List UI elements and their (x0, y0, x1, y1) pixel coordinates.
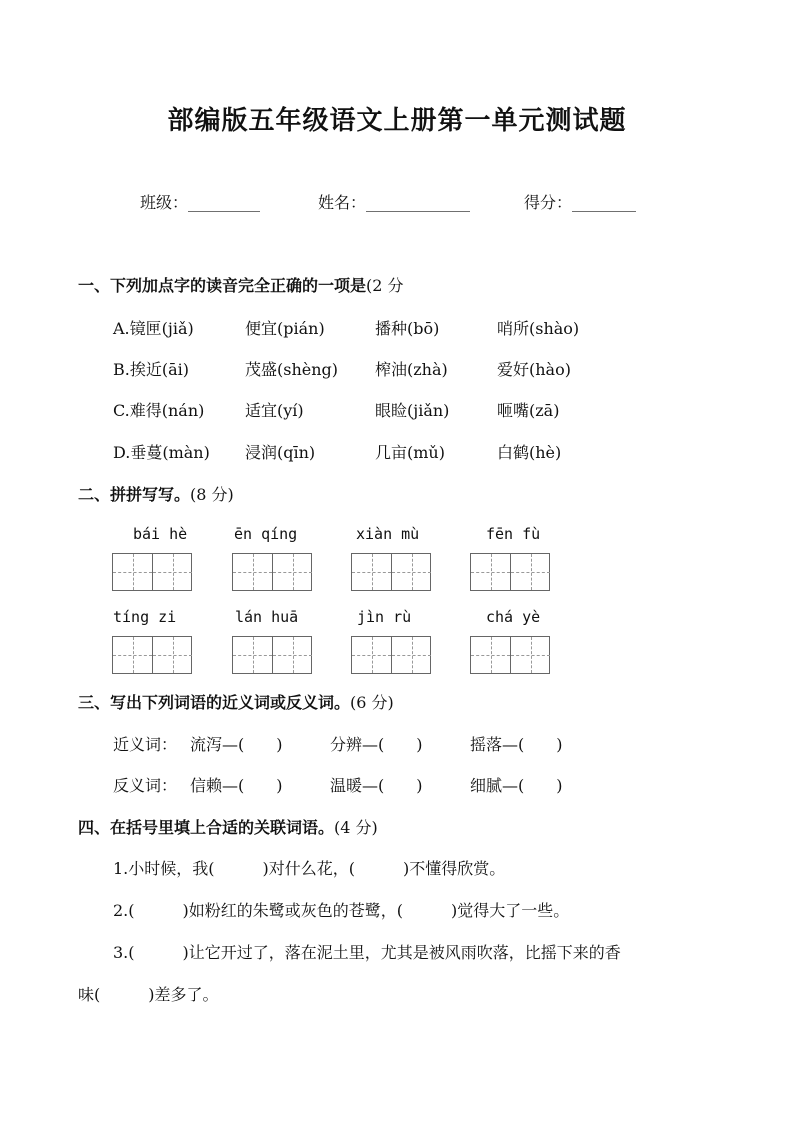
pinyin-label: ēn qíng (234, 525, 298, 543)
synonym-item: 摇落—( ) (470, 735, 563, 754)
section-3-title: 三、写出下列词语的近义词或反义词。 (78, 693, 351, 712)
option-d-word-1: D.垂蔓(màn) (113, 443, 210, 462)
option-d-word-2: 浸润(qīn) (245, 443, 316, 462)
option-c-word-4: 咂嘴(zā) (497, 401, 560, 420)
option-c-word-2: 适宜(yí) (245, 401, 304, 420)
section-2-heading (78, 482, 234, 505)
score-field: 得分：________ (524, 193, 637, 212)
option-b-word-4: 爱好(hào) (497, 360, 571, 379)
synonym-item: 分辨—( ) (330, 735, 423, 754)
question-1: 1.小时候，我( )对什么花，( )不懂得欣赏。 (113, 859, 506, 878)
synonym-item: 流泻—( ) (190, 735, 283, 754)
writing-grid[interactable] (470, 636, 550, 674)
option-a-word-2: 便宜(pián) (245, 319, 325, 338)
pinyin-label: chá yè (486, 608, 541, 626)
option-b-word-1: B.挨近(āi) (113, 360, 189, 379)
question-3-line-1: 3.( )让它开过了，落在泥土里，尤其是被风雨吹落，比摇下来的香 (113, 943, 621, 962)
writing-grid[interactable] (232, 553, 312, 591)
section-1-heading (78, 273, 404, 296)
option-c-word-3: 眼睑(jiǎn) (375, 401, 450, 420)
question-3-line-2: 味( )差多了。 (78, 985, 219, 1004)
writing-grid[interactable] (351, 553, 431, 591)
question-2: 2.( )如粉红的朱鹭或灰色的苍鹭，( )觉得大了一些。 (113, 901, 570, 920)
antonym-item: 温暖—( ) (330, 776, 423, 795)
synonym-label: 近义词： (113, 735, 178, 754)
pinyin-label: jìn rù (357, 608, 412, 626)
writing-grid[interactable] (112, 553, 192, 591)
writing-grid[interactable] (112, 636, 192, 674)
pinyin-label: tíng zi (113, 608, 177, 626)
section-1-title: 一、下列加点字的读音完全正确的一项是 (78, 276, 367, 295)
name-field: 姓名：_____________ (318, 193, 471, 212)
pinyin-label: lán huā (235, 608, 299, 626)
writing-grid[interactable] (351, 636, 431, 674)
option-b-word-2: 茂盛(shèng) (245, 360, 339, 379)
option-b-word-3: 榨油(zhà) (375, 360, 448, 379)
pinyin-label: xiàn mù (356, 525, 420, 543)
pinyin-label: fēn fù (486, 525, 541, 543)
class-field: 班级：_________ (140, 193, 261, 212)
antonym-item: 细腻—( ) (470, 776, 563, 795)
pinyin-label: bái hè (133, 525, 188, 543)
section-4-title: 四、在括号里填上合适的关联词语。 (78, 818, 335, 837)
antonym-item: 信赖—( ) (190, 776, 283, 795)
option-d-word-3: 几亩(mǔ) (375, 443, 445, 462)
writing-grid[interactable] (470, 553, 550, 591)
option-c-word-1: C.难得(nán) (113, 401, 205, 420)
section-2-points: (8 分) (190, 485, 234, 504)
option-a-word-3: 播种(bō) (375, 319, 440, 338)
section-4-points: (4 分) (334, 818, 378, 837)
section-2-title: 二、拼拼写写。 (78, 485, 191, 504)
option-a-word-4: 哨所(shào) (497, 319, 580, 338)
antonym-label: 反义词： (113, 776, 178, 795)
writing-grid[interactable] (232, 636, 312, 674)
section-1-points: (2 分 (366, 276, 404, 295)
option-d-word-4: 白鹤(hè) (497, 443, 562, 462)
section-3-points: (6 分) (350, 693, 394, 712)
section-3-heading (78, 690, 394, 713)
section-4-heading (78, 815, 378, 838)
option-a-word-1: A.镜匣(jiǎ) (113, 319, 194, 338)
page-title: 部编版五年级语文上册第一单元测试题 (167, 106, 627, 136)
